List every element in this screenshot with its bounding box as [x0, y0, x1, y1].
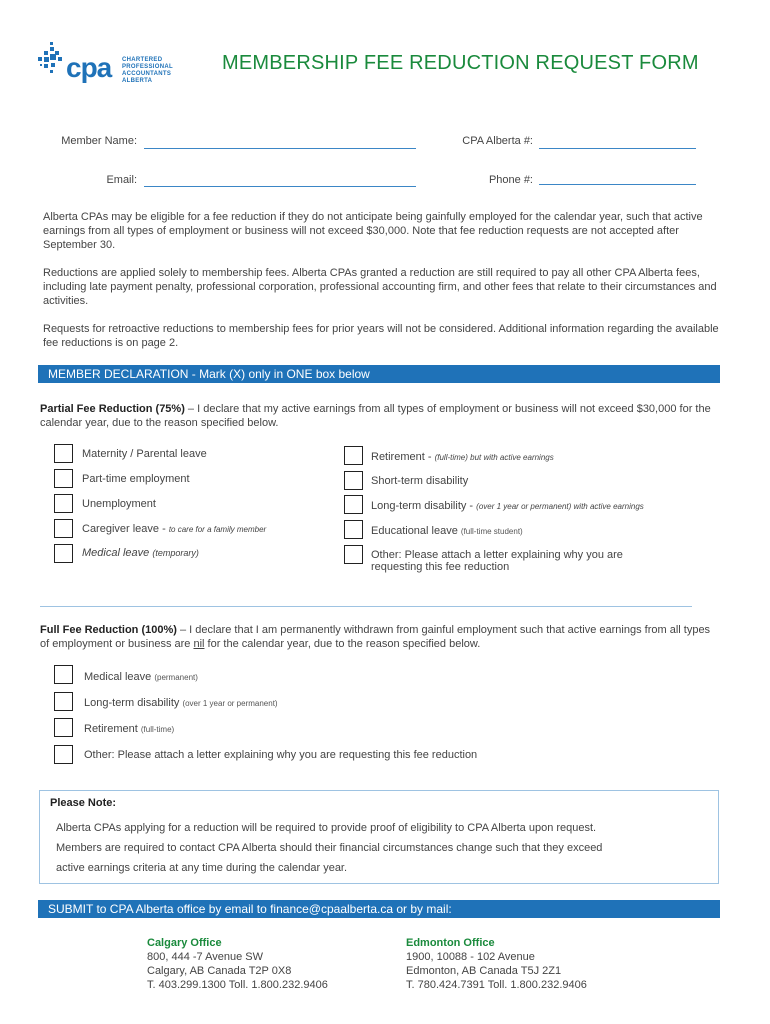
option-long-term-disability: Long-term disability (over 1 year or permanent) — [84, 697, 278, 709]
intro-paragraph-2: Reductions are applied solely to membership fees. Alberta CPAs granted a reduction are still required to pay all other CPA Alberta fees, including late payment penalty, professional corporation, professional accounting firm, and other fees that relate to their circumstances and activities. — [43, 267, 717, 307]
logo-subtitle: CHARTERED PROFESSIONAL ACCOUNTANTS ALBERTA — [122, 57, 173, 84]
checkbox-retirement-active[interactable] — [344, 446, 363, 465]
partial-reduction-title: Partial Fee Reduction (75%) — [40, 403, 185, 415]
member-name-label: Member Name: — [61, 135, 137, 147]
full-reduction-statement: Full Fee Reduction (100%) – I declare that I am permanently withdrawn from gainful employment such that active earnings from all types of employment or business are nil for the calendar year, due to the reason specified below. — [40, 624, 711, 650]
intro-paragraph-3: Requests for retroactive reductions to membership fees for prior years will not be considered. Additional information regarding the available fee reductions is on page 2. — [43, 323, 719, 349]
edmonton-office-name: Edmonton Office — [406, 937, 495, 949]
submit-bar: SUBMIT to CPA Alberta office by email to finance@cpaalberta.ca or by mail: — [38, 900, 720, 918]
cpa-number-label: CPA Alberta #: — [462, 135, 533, 147]
full-reduction-title: Full Fee Reduction (100%) — [40, 624, 177, 636]
section-divider — [40, 606, 692, 607]
logo-mark-icon — [38, 42, 68, 76]
cpa-number-field[interactable] — [539, 148, 696, 149]
please-note-title: Please Note: — [50, 797, 117, 809]
option-long-term-disability-active: Long-term disability - (over 1 year or permanent) with active earnings — [371, 500, 644, 512]
checkbox-maternity-leave[interactable] — [54, 444, 73, 463]
edmonton-office — [406, 936, 587, 992]
declaration-bar: MEMBER DECLARATION - Mark (X) only in ONE box below — [38, 365, 720, 383]
option-retirement-full: Retirement (full-time) — [84, 723, 175, 735]
option-caregiver-leave: Caregiver leave - to care for a family member — [82, 523, 267, 535]
logo-wordmark: cpa — [66, 52, 112, 83]
checkbox-medical-leave-permanent[interactable] — [54, 665, 73, 684]
checkbox-part-time[interactable] — [54, 469, 73, 488]
page-title: MEMBERSHIP FEE REDUCTION REQUEST FORM — [222, 52, 699, 74]
calgary-office — [147, 936, 328, 992]
checkbox-long-term-disability-active[interactable] — [344, 495, 363, 514]
email-field[interactable] — [144, 186, 416, 187]
please-note-line-1: Alberta CPAs applying for a reduction will be required to provide proof of eligibility to CPA Alberta upon request. — [56, 822, 597, 834]
option-medical-leave-permanent: Medical leave (permanent) — [84, 671, 198, 683]
option-other-partial: Other: Please attach a letter explaining why you are requesting this fee reduction — [371, 549, 623, 573]
checkbox-retirement-full[interactable] — [54, 718, 73, 737]
member-name-field[interactable] — [144, 148, 416, 149]
calgary-office-name: Calgary Office — [147, 937, 222, 949]
edmonton-address-2: Edmonton, AB Canada T5J 2Z1 — [406, 965, 562, 977]
intro-paragraph-1: Alberta CPAs may be eligible for a fee reduction if they do not anticipate being gainfully employed for the calendar year, such that active earnings from all types of employment or business will not exceed $30,000. Note that fee reduction requests are not accepted after September 30. — [43, 211, 703, 251]
option-other-full: Other: Please attach a letter explaining why you are requesting this fee reduction — [84, 749, 478, 761]
edmonton-phone: T. 780.424.7391 Toll. 1.800.232.9406 — [406, 979, 587, 991]
calgary-address-2: Calgary, AB Canada T2P 0X8 — [147, 965, 292, 977]
option-short-term-disability: Short-term disability — [371, 475, 469, 487]
option-unemployment: Unemployment — [82, 498, 156, 510]
partial-reduction-text: – I declare that my active earnings from all types of employment or business will not exceed $30,000 for the calendar year, due to the reason specified below. — [40, 403, 711, 429]
checkbox-caregiver-leave[interactable] — [54, 519, 73, 538]
checkbox-short-term-disability[interactable] — [344, 471, 363, 490]
option-part-time: Part-time employment — [82, 473, 190, 485]
please-note-line-2: Members are required to contact CPA Alberta should their financial circumstances change such that they exceed — [56, 842, 603, 854]
checkbox-long-term-disability[interactable] — [54, 692, 73, 711]
option-retirement-active: Retirement - (full-time) but with active earnings — [371, 451, 554, 463]
please-note-line-3: active earnings criteria at any time during the calendar year. — [56, 862, 348, 874]
option-medical-leave-temp: Medical leave (temporary) — [82, 547, 199, 559]
calgary-phone: T. 403.299.1300 Toll. 1.800.232.9406 — [147, 979, 328, 991]
option-maternity-leave: Maternity / Parental leave — [82, 448, 207, 460]
phone-field[interactable] — [539, 184, 696, 185]
option-educational-leave: Educational leave (full-time student) — [371, 525, 523, 537]
email-label: Email: — [106, 174, 137, 186]
phone-label: Phone #: — [488, 174, 533, 186]
calgary-address-1: 800, 444 -7 Avenue SW — [147, 951, 263, 963]
edmonton-address-1: 1900, 10088 - 102 Avenue — [406, 951, 535, 963]
checkbox-unemployment[interactable] — [54, 494, 73, 513]
partial-reduction-statement — [40, 402, 720, 430]
checkbox-medical-leave-temp[interactable] — [54, 544, 73, 563]
checkbox-other-full[interactable] — [54, 745, 73, 764]
checkbox-educational-leave[interactable] — [344, 520, 363, 539]
checkbox-other-partial[interactable] — [344, 545, 363, 564]
